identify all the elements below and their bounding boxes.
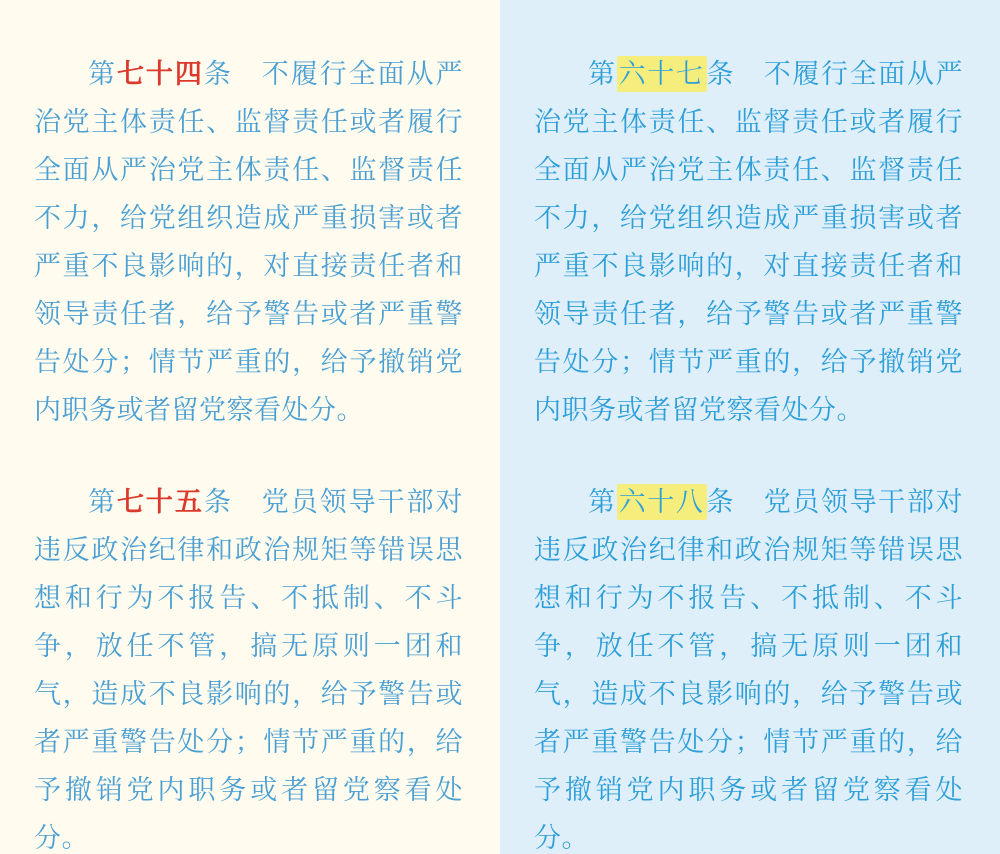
old-article-number: 七十五 <box>116 487 204 517</box>
article-body: 党员领导干部对违反政治纪律和政治规矩等错误思想和行为不报告、不抵制、不斗争，放任不管，搞无原则一团和气，造成不良影响的，给予警告或者严重警告处分；情节严重的，给予撤销党内职务或者留党察看处分。 <box>534 487 963 853</box>
article-suffix: 条 <box>706 487 736 517</box>
old-article-75 <box>34 478 463 854</box>
old-article-74 <box>34 50 463 434</box>
new-version-panel <box>500 0 1000 854</box>
new-article-number-highlight: 六十八 <box>617 484 707 520</box>
article-body: 党员领导干部对违反政治纪律和政治规矩等错误思想和行为不报告、不抵制、不斗争，放任不管，搞无原则一团和气，造成不良影响的，给予警告或者严重警告处分；情节严重的，给予撤销党内职务或者留党察看处分。 <box>34 487 464 853</box>
article-prefix: 第 <box>588 59 617 89</box>
new-article-number-highlight: 六十七 <box>617 56 707 92</box>
new-article-68 <box>534 478 963 854</box>
new-article-67 <box>534 50 963 434</box>
article-body: 不履行全面从严治党主体责任、监督责任或者履行全面从严治党主体责任、监督责任不力，给党组织造成严重损害或者严重不良影响的，对直接责任者和领导责任者，给予警告或者严重警告处分；情节严重的，给予撤销党内职务或者留党察看处分。 <box>534 59 963 425</box>
article-suffix: 条 <box>203 59 233 89</box>
article-suffix: 条 <box>706 59 736 89</box>
article-prefix: 第 <box>88 59 117 89</box>
old-article-number: 七十四 <box>116 59 204 89</box>
article-suffix: 条 <box>203 487 233 517</box>
article-prefix: 第 <box>88 487 117 517</box>
article-prefix: 第 <box>588 487 617 517</box>
article-body: 不履行全面从严治党主体责任、监督责任或者履行全面从严治党主体责任、监督责任不力，给党组织造成严重损害或者严重不良影响的，对直接责任者和领导责任者，给予警告或者严重警告处分；情节严重的，给予撤销党内职务或者留党察看处分。 <box>34 59 464 425</box>
